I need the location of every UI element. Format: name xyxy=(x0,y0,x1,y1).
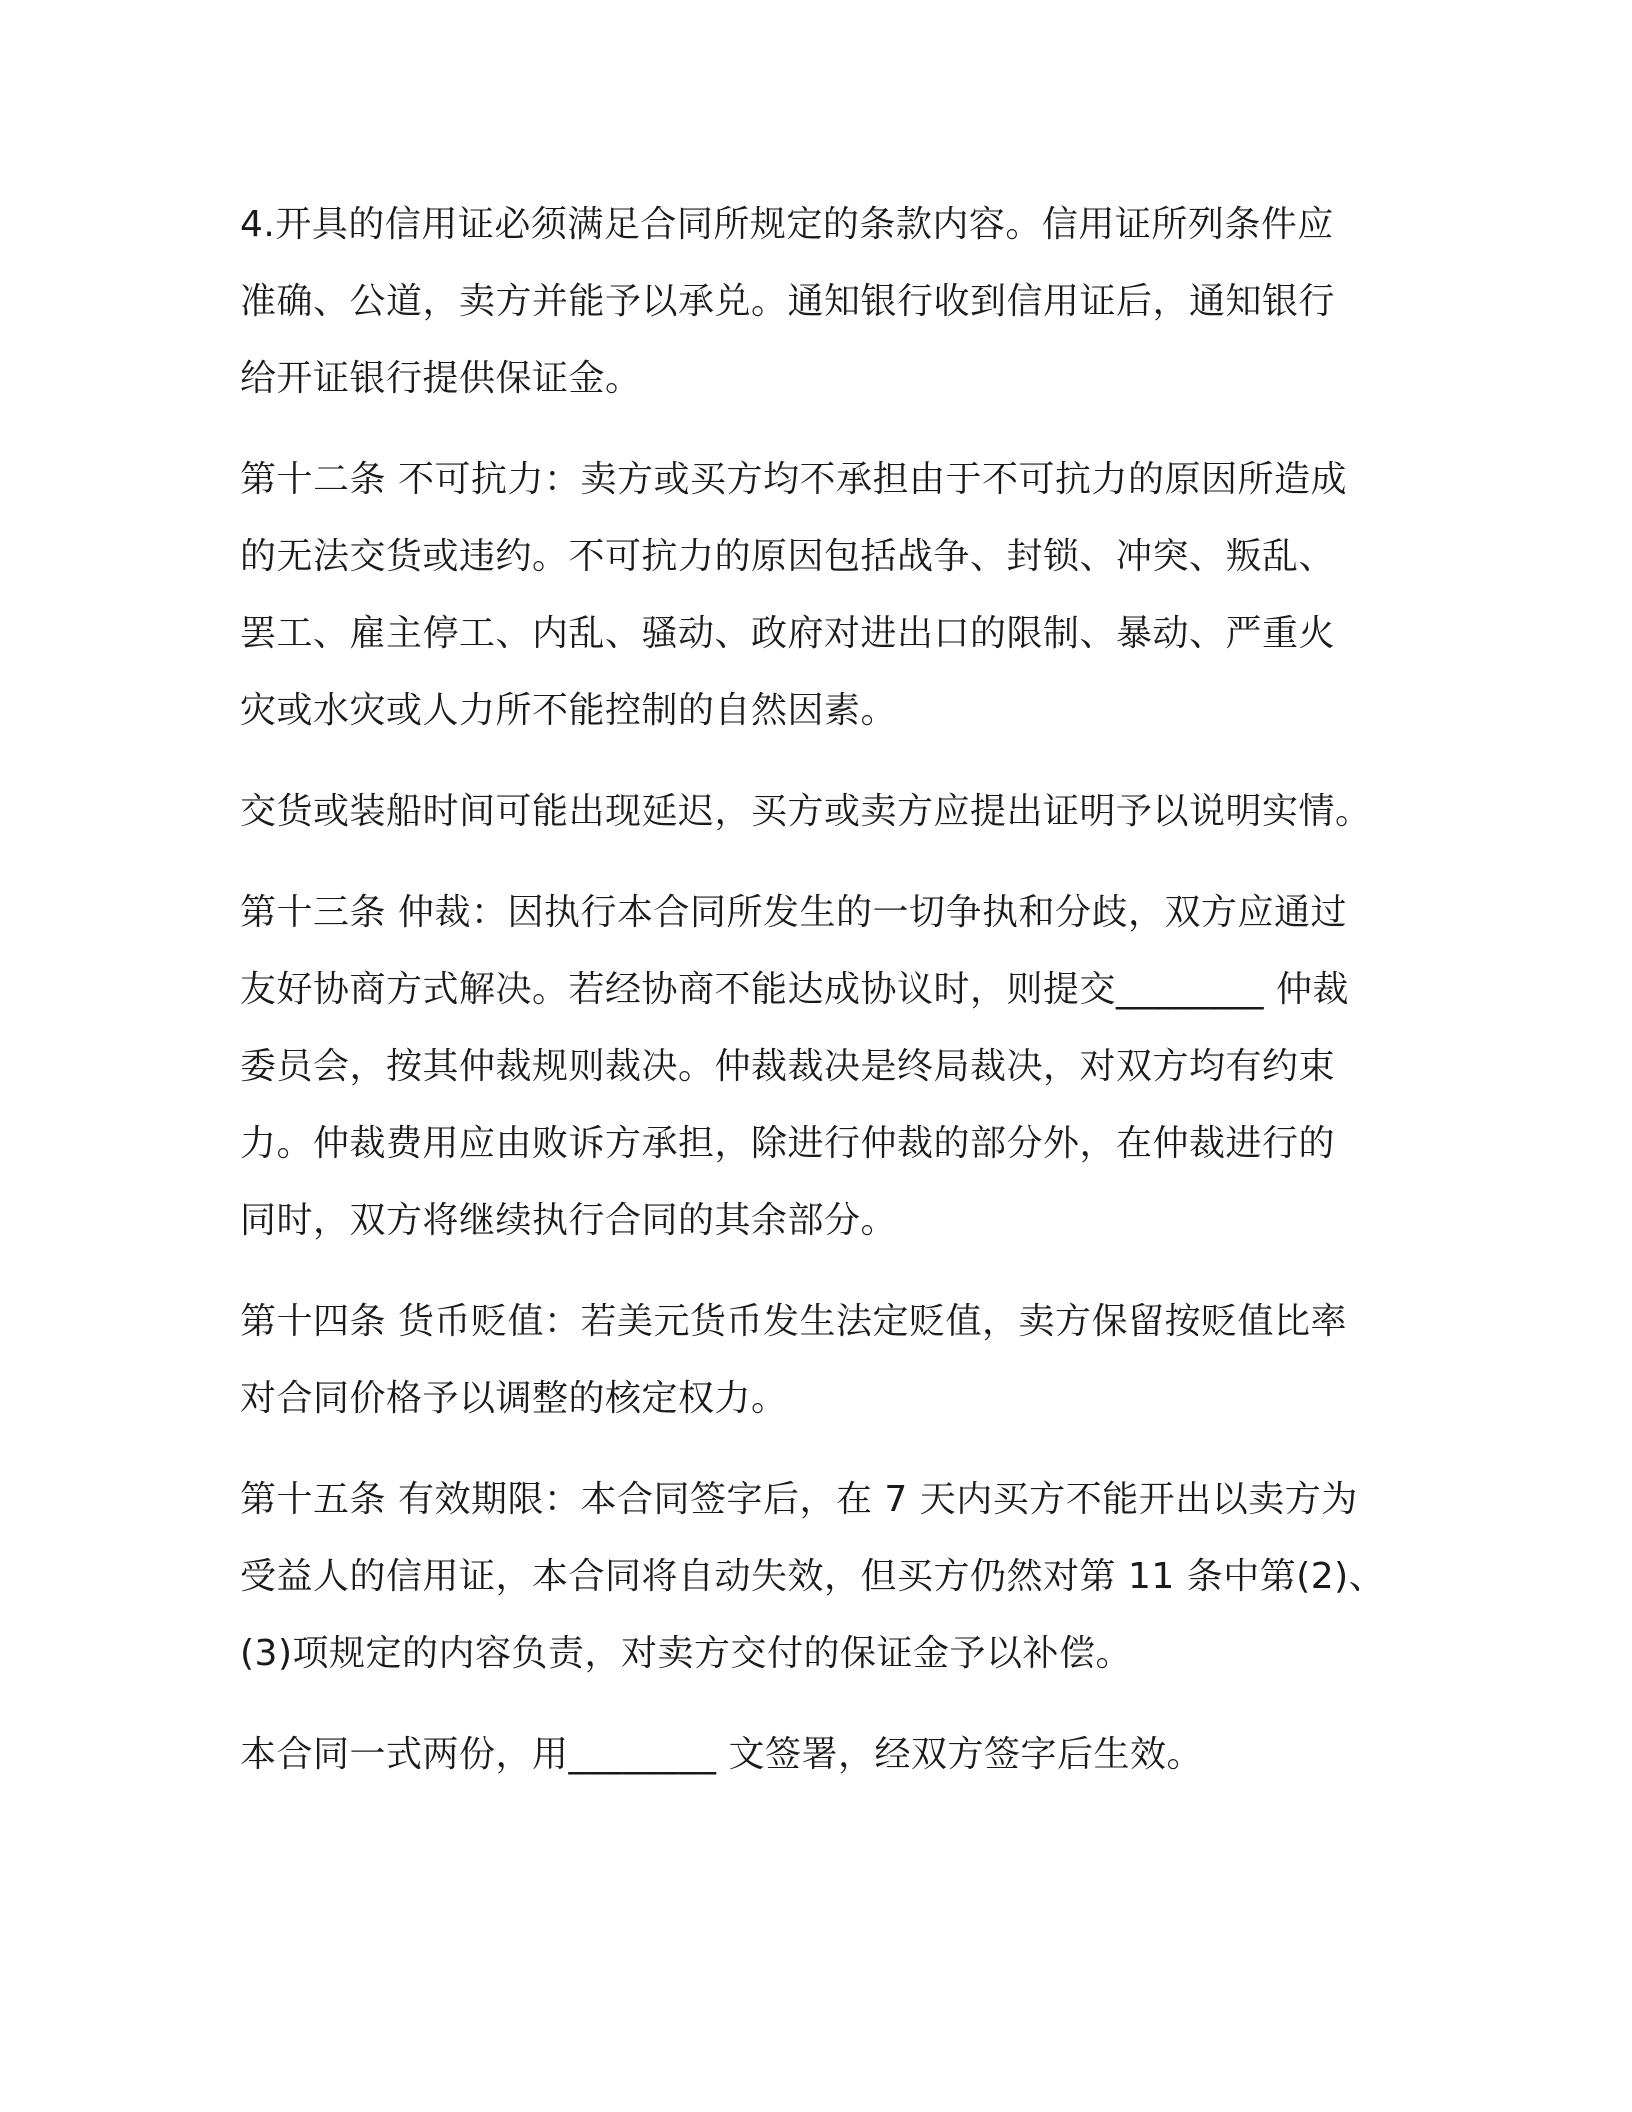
text-line: 友好协商方式解决。若经协商不能达成协议时，则提交________ 仲裁 xyxy=(240,969,1349,1010)
document-body xyxy=(240,186,1400,1817)
text-line: 第十二条 不可抗力：卖方或买方均不承担由于不可抗力的原因所造成 xyxy=(240,459,1347,500)
text-line: 灾或水灾或人力所不能控制的自然因素。 xyxy=(240,690,898,731)
text-line: 第十四条 货币贬值：若美元货币发生法定贬值，卖方保留按贬值比率 xyxy=(240,1301,1347,1342)
text-line: 的无法交货或违约。不可抗力的原因包括战争、封锁、冲突、叛乱、 xyxy=(240,536,1336,577)
text-line: 对合同价格予以调整的核定权力。 xyxy=(240,1378,788,1419)
paragraph-copies-signing xyxy=(240,1716,1400,1793)
paragraph-article-14-currency-devaluation xyxy=(240,1283,1400,1437)
paragraph-delivery-delay xyxy=(240,773,1400,850)
text-line: (3)项规定的内容负责，对卖方交付的保证金予以补偿。 xyxy=(240,1633,1132,1674)
paragraph-article-15-validity xyxy=(240,1461,1400,1692)
text-line: 第十三条 仲裁：因执行本合同所发生的一切争执和分歧，双方应通过 xyxy=(240,892,1347,933)
paragraph-article-12-force-majeure xyxy=(240,441,1400,749)
text-line: 交货或装船时间可能出现延迟，买方或卖方应提出证明予以说明实情。 xyxy=(240,791,1372,832)
text-line: 罢工、雇主停工、内乱、骚动、政府对进出口的限制、暴动、严重火 xyxy=(240,613,1336,654)
text-line: 力。仲裁费用应由败诉方承担，除进行仲裁的部分外，在仲裁进行的 xyxy=(240,1123,1336,1164)
text-line: 4.开具的信用证必须满足合同所规定的条款内容。信用证所列条件应 xyxy=(240,204,1334,245)
text-line: 第十五条 有效期限：本合同签字后，在 7 天内买方不能开出以卖方为 xyxy=(240,1479,1358,1520)
text-line: 受益人的信用证，本合同将自动失效，但买方仍然对第 11 条中第(2)、 xyxy=(240,1556,1386,1597)
paragraph-article-13-arbitration xyxy=(240,874,1400,1259)
text-line: 同时，双方将继续执行合同的其余部分。 xyxy=(240,1200,898,1241)
text-line: 委员会，按其仲裁规则裁决。仲裁裁决是终局裁决，对双方均有约束 xyxy=(240,1046,1336,1087)
text-line: 本合同一式两份，用________ 文签署，经双方签字后生效。 xyxy=(240,1734,1203,1775)
text-line: 给开证银行提供保证金。 xyxy=(240,358,642,399)
paragraph-letter-of-credit xyxy=(240,186,1400,417)
text-line: 准确、公道，卖方并能予以承兑。通知银行收到信用证后，通知银行 xyxy=(240,281,1336,322)
